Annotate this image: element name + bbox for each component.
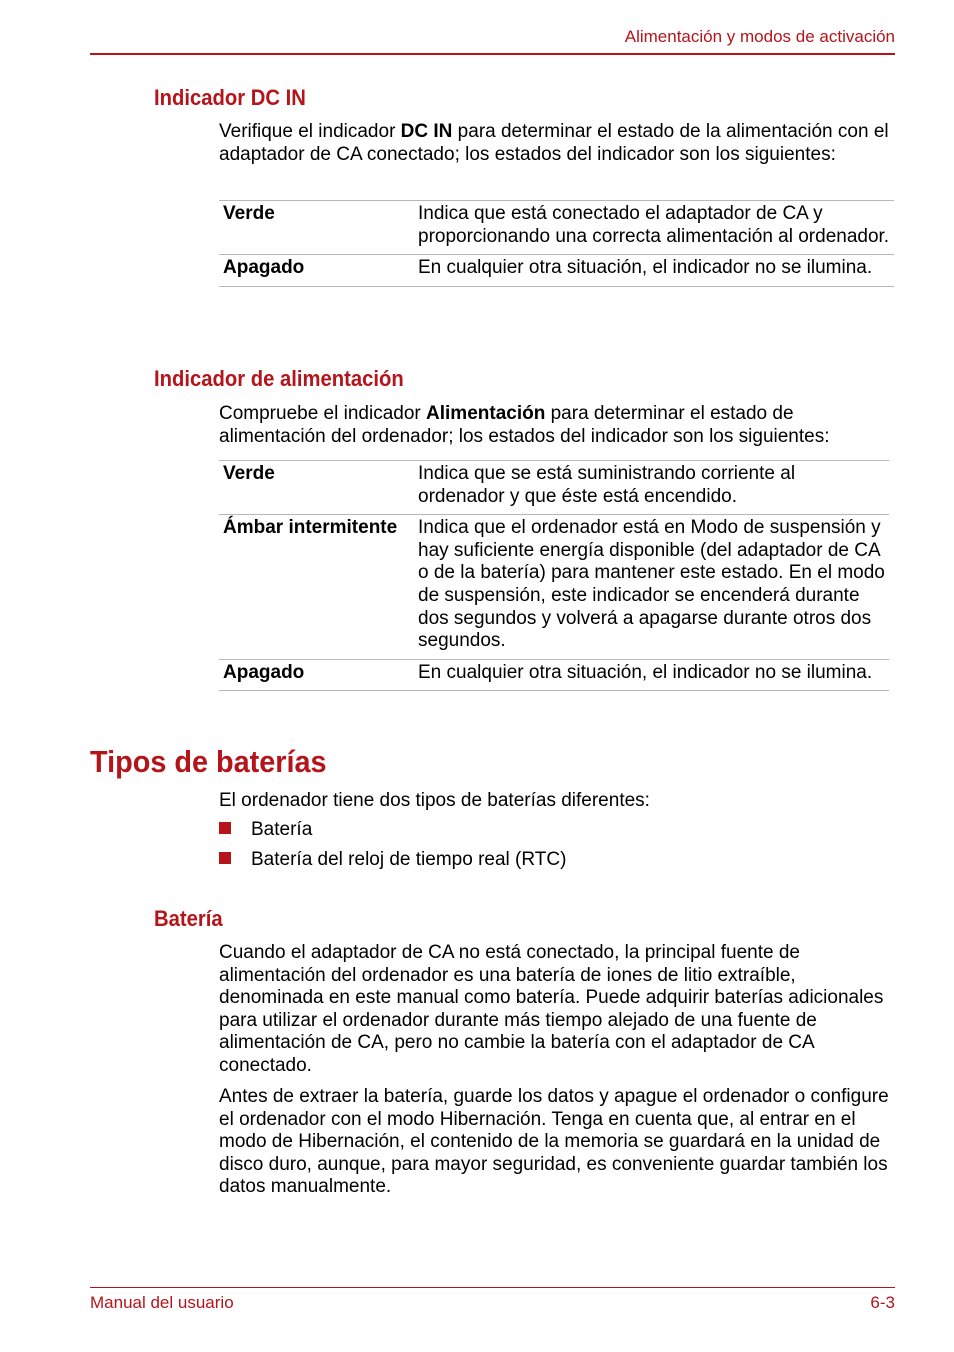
- footer-manual-title: Manual del usuario: [90, 1293, 234, 1312]
- power-intro: [219, 403, 899, 448]
- battery-types-intro: El ordenador tiene dos tipos de baterías diferentes:: [219, 790, 650, 811]
- table-desc: Indica que está conectado el adaptador de CA y proporcionando una correcta alimentación al ordenador.: [414, 201, 894, 255]
- table-row: [219, 255, 894, 287]
- table-term: Verde: [219, 461, 414, 515]
- section-heading-battery: Batería: [154, 906, 223, 931]
- power-table: [219, 460, 889, 691]
- list-item-label: Batería del reloj de tiempo real (RTC): [251, 849, 567, 870]
- table-row: [219, 461, 889, 515]
- dc-in-intro: [219, 121, 899, 166]
- battery-paragraph-2: Antes de extraer la batería, guarde los datos y apague el ordenador o configure el ordenador con el modo Hibernación. Tenga en cuenta que, al entrar en el modo de Hibernación, el contenido de la memoria se guardará en la unidad de disco duro, aunque, para mayor seguridad, es conveniente guardar también los datos manualmente.: [219, 1086, 889, 1198]
- table-term: Ámbar intermitente: [219, 515, 414, 660]
- dc-in-intro-bold: DC IN: [400, 121, 453, 142]
- table-term: Apagado: [219, 255, 414, 287]
- header-rule: [90, 53, 895, 55]
- list-item: [219, 819, 312, 841]
- list-item-label: Batería: [251, 819, 313, 840]
- table-row: [219, 659, 889, 691]
- list-item: [219, 849, 566, 871]
- table-row: [219, 201, 894, 255]
- bullet-square-icon: [219, 822, 231, 834]
- chapter-heading-battery-types: Tipos de baterías: [90, 744, 327, 779]
- table-desc: En cualquier otra situación, el indicador no se ilumina.: [414, 255, 894, 287]
- table-row: [219, 515, 889, 660]
- power-intro-bold: Alimentación: [426, 403, 546, 424]
- dc-in-intro-post: para determinar el estado de la alimentación con el adaptador de CA conectado; los estados del indicador son los siguientes:: [219, 121, 889, 165]
- table-term: Verde: [219, 201, 414, 255]
- table-desc: Indica que el ordenador está en Modo de suspensión y hay suficiente energía disponible (del adaptador de CA o de la batería) para mantener este estado. En el modo de suspensión, este indicador se encenderá durante dos segundos y volverá a apagarse durante otros dos segundos.: [414, 515, 889, 660]
- power-intro-post: para determinar el estado de alimentación del ordenador; los estados del indicador son los siguientes:: [219, 403, 830, 447]
- dc-in-table: [219, 200, 894, 287]
- power-intro-pre: Compruebe el indicador: [219, 403, 427, 424]
- battery-paragraph-1: Cuando el adaptador de CA no está conectado, la principal fuente de alimentación del ordenador es una batería de iones de litio extraíble, denominada en este manual como batería. Puede adquirir baterías adicionales para utilizar el ordenador durante más tiempo alejado de una fuente de alimentación de CA, pero no cambie la batería con el adaptador de CA conectado.: [219, 942, 884, 1076]
- section-heading-dc-in: Indicador DC IN: [154, 85, 306, 110]
- section-heading-power: Indicador de alimentación: [154, 366, 404, 391]
- table-desc: En cualquier otra situación, el indicador no se ilumina.: [414, 659, 889, 691]
- bullet-square-icon: [219, 852, 231, 864]
- table-desc: Indica que se está suministrando corriente al ordenador y que éste está encendido.: [414, 461, 889, 515]
- page-number: 6-3: [870, 1293, 895, 1312]
- table-term: Apagado: [219, 659, 414, 691]
- dc-in-intro-pre: Verifique el indicador: [219, 121, 401, 142]
- footer-rule: [90, 1287, 895, 1288]
- running-header: Alimentación y modos de activación: [624, 27, 895, 46]
